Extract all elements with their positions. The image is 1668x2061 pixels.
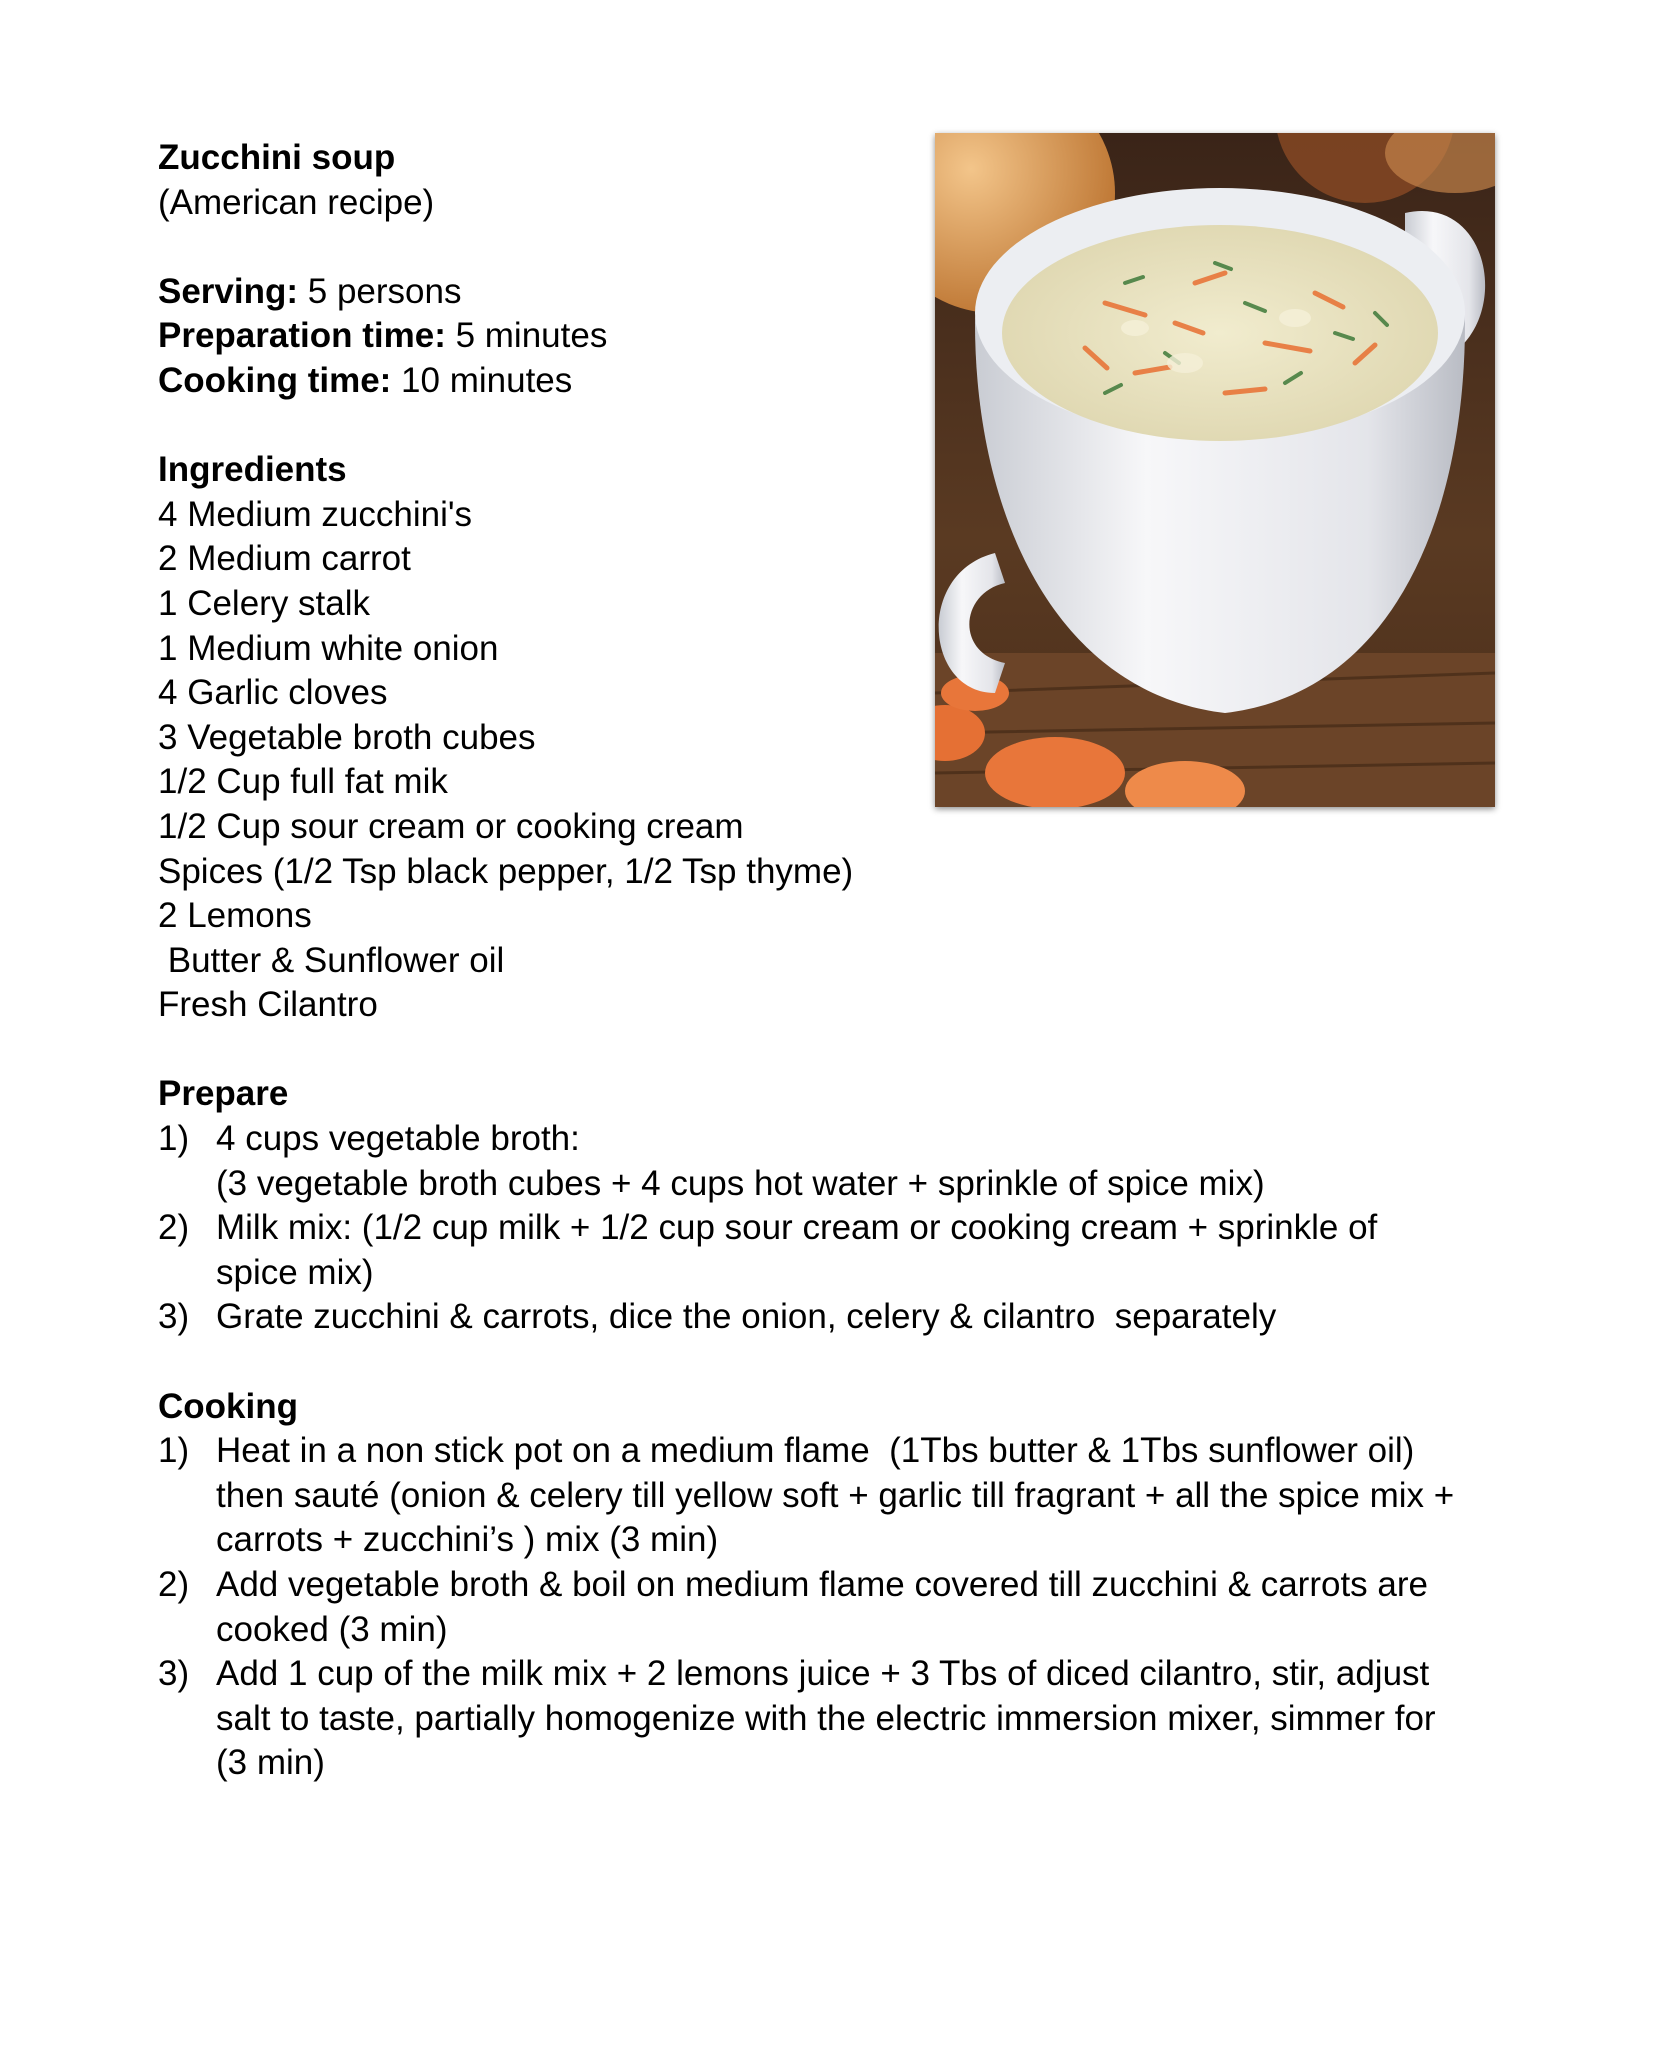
ingredient-item: Fresh Cilantro (158, 985, 378, 1025)
prepare-step (158, 1206, 1518, 1295)
step-text: 4 cups vegetable broth: (216, 1119, 580, 1159)
step-text: then sauté (onion & celery till yellow soft + garlic till fragrant + all the spice mix + (216, 1475, 1455, 1515)
ingredient-item: 1/2 Cup full fat mik (158, 762, 448, 802)
ingredient-item: 1 Medium white onion (158, 628, 499, 668)
soup-surface (1002, 225, 1438, 441)
step-text: Heat in a non stick pot on a medium flame (1Tbs butter & 1Tbs sunflower oil) (216, 1431, 1415, 1471)
ingredient-item: 1/2 Cup sour cream or cooking cream (158, 806, 744, 846)
prep-time-value: 5 minutes (445, 316, 608, 356)
cook-time-value: 10 minutes (391, 360, 573, 400)
step-text: Add vegetable broth & boil on medium flame covered till zucchini & carrots are (216, 1565, 1428, 1604)
step-text: Grate zucchini & carrots, dice the onion, celery & cilantro separately (216, 1297, 1277, 1337)
ingredient-item: 4 Garlic cloves (158, 673, 388, 713)
step-number: 2) (158, 1208, 190, 1248)
step-number: 2) (158, 1565, 190, 1604)
cooking-step (158, 1652, 1518, 1786)
prepare-step (158, 1295, 1518, 1340)
step-number: 1) (158, 1431, 190, 1471)
step-number: 3) (158, 1297, 190, 1337)
recipe-subtitle: (American recipe) (158, 182, 435, 222)
step-text: cooked (3 min) (216, 1609, 448, 1649)
cooking-step (158, 1429, 1518, 1563)
step-text: spice mix) (216, 1252, 374, 1292)
ingredient-item: 2 Lemons (158, 896, 312, 936)
cook-time-label: Cooking time: (158, 360, 392, 400)
step-text: Milk mix: (1/2 cup milk + 1/2 cup sour cream or cooking cream + sprinkle of (216, 1208, 1378, 1248)
ingredients-heading: Ingredients (158, 450, 347, 490)
soup-bowl-illustration (935, 133, 1495, 807)
ingredient-item: 2 Medium carrot (158, 539, 411, 579)
soup-photo (935, 133, 1495, 807)
recipe-title: Zucchini soup (158, 138, 396, 177)
serving-label: Serving: (158, 271, 299, 311)
step-text: (3 vegetable broth cubes + 4 cups hot water + sprinkle of spice mix) (216, 1163, 1265, 1203)
prep-time-label: Preparation time: (158, 316, 446, 356)
ingredient-item: 3 Vegetable broth cubes (158, 717, 536, 757)
ingredient-item: Spices (1/2 Tsp black pepper, 1/2 Tsp thyme) (158, 851, 854, 891)
step-text: (3 min) (216, 1743, 325, 1783)
cooking-step (158, 1563, 1518, 1652)
serving-value: 5 persons (298, 271, 462, 311)
step-number: 3) (158, 1654, 190, 1694)
step-text: carrots + zucchini’s ) mix (3 min) (216, 1520, 719, 1560)
step-text: salt to taste, partially homogenize with the electric immersion mixer, simmer for (216, 1698, 1436, 1738)
ingredient-item: 4 Medium zucchini's (158, 494, 473, 534)
cooking-heading: Cooking (158, 1386, 298, 1426)
spacer (158, 1340, 1518, 1385)
prepare-step (158, 1117, 1518, 1206)
ingredient-item: 1 Celery stalk (158, 583, 371, 623)
prepare-heading: Prepare (158, 1074, 289, 1114)
spacer (158, 1028, 1518, 1073)
step-text: Add 1 cup of the milk mix + 2 lemons juice + 3 Tbs of diced cilantro, stir, adjust (216, 1654, 1430, 1694)
carrot-slice-icon (985, 737, 1125, 807)
step-number: 1) (158, 1119, 190, 1159)
ingredient-item: Butter & Sunflower oil (158, 940, 505, 980)
